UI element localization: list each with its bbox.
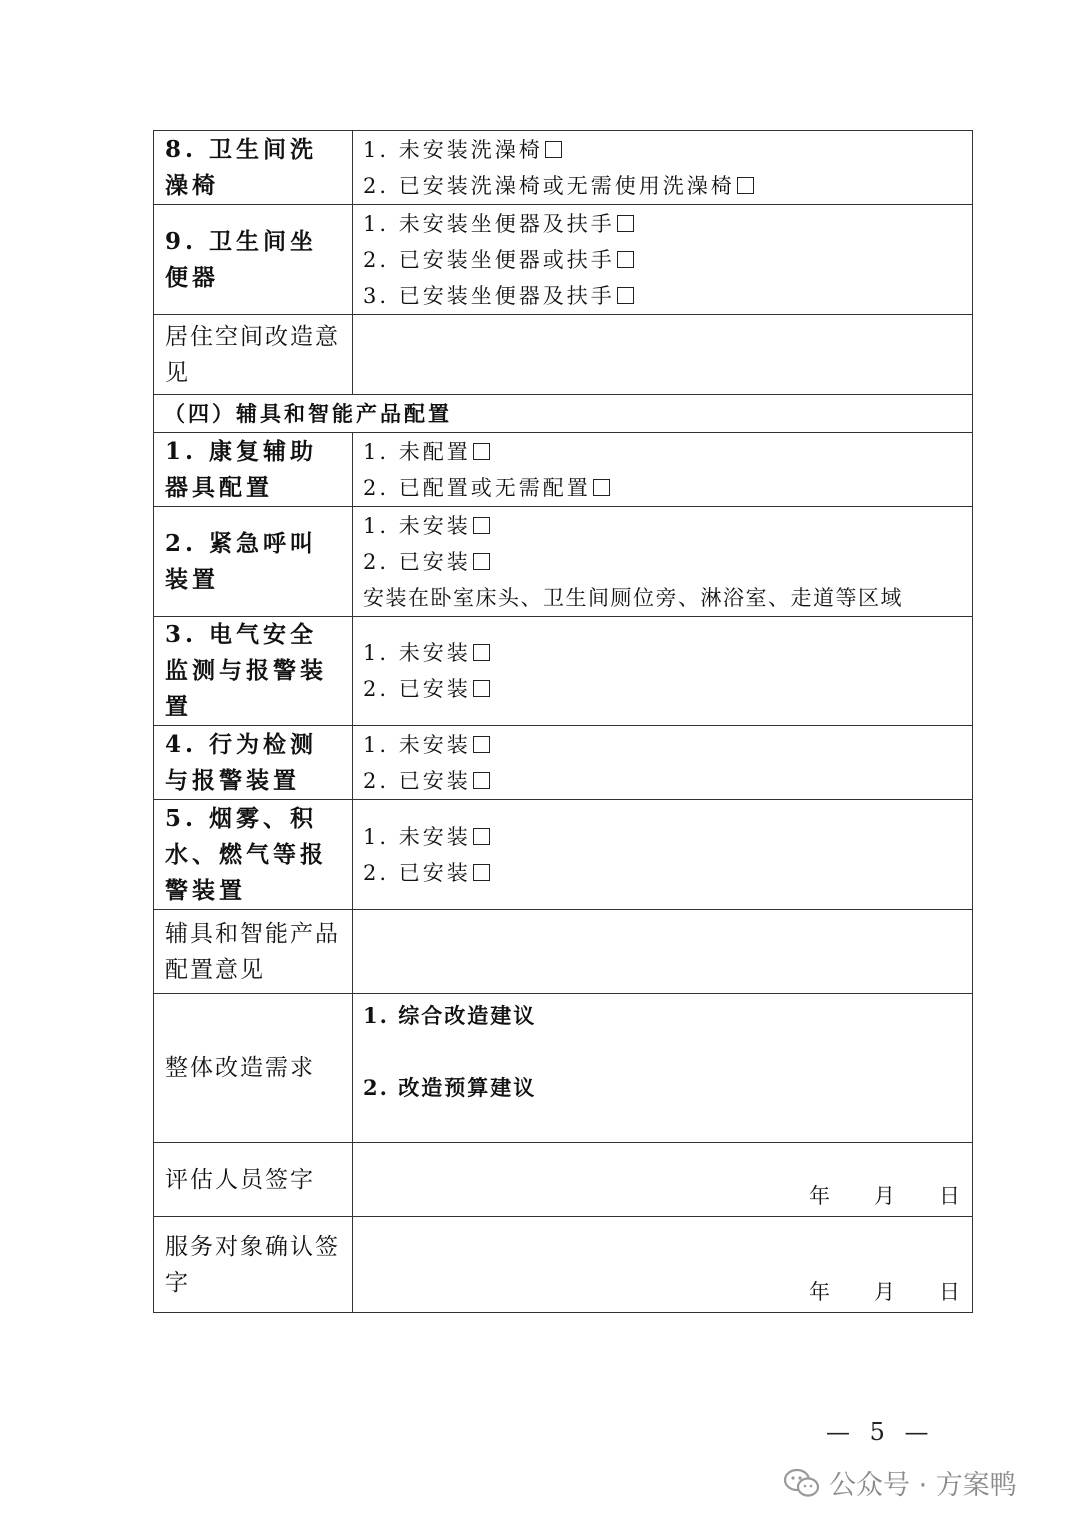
watermark-text: 公众号 · 方案鸭 (829, 1470, 1017, 1501)
checkbox[interactable] (617, 215, 634, 232)
table-row (154, 131, 973, 205)
row-options: 1. 未安装 2. 已安装 (353, 800, 973, 910)
watermark (783, 1463, 1017, 1502)
assessment-form-table (153, 130, 973, 1313)
suggestion-item: 1. 综合改造建议 (363, 1003, 537, 1028)
row-label: 辅具和智能产品配置意见 (154, 910, 353, 994)
checkbox[interactable] (473, 772, 490, 789)
checkbox[interactable] (473, 680, 490, 697)
row-label: 1. 康复辅助器具配置 (154, 433, 353, 507)
row-options: 1. 未配置 2. 已配置或无需配置 (353, 433, 973, 507)
option: 1. 未安装洗澡椅 (363, 132, 962, 168)
client-signature-field[interactable] (353, 1217, 973, 1313)
row-options: 1. 未安装 2. 已安装 (353, 617, 973, 726)
checkbox[interactable] (473, 828, 490, 845)
budget-item: 2. 改造预算建议 (363, 1075, 537, 1100)
row-label: 3. 电气安全监测与报警装置 (154, 617, 353, 726)
page-number: — 5 — (826, 1418, 935, 1446)
checkbox[interactable] (737, 177, 754, 194)
checkbox[interactable] (617, 287, 634, 304)
table-row (154, 205, 973, 315)
table-row (154, 910, 973, 994)
table-row (154, 617, 973, 726)
row-label: 2. 紧急呼叫装置 (154, 507, 353, 617)
checkbox[interactable] (473, 736, 490, 753)
table-row (154, 994, 973, 1143)
table-row (154, 433, 973, 507)
table-row (154, 507, 973, 617)
checkbox[interactable] (473, 553, 490, 570)
date-line: 年 月 日 (809, 1184, 960, 1208)
opinion-input[interactable] (353, 315, 973, 395)
checkbox[interactable] (545, 141, 562, 158)
row-label: 评估人员签字 (154, 1143, 353, 1217)
checkbox[interactable] (473, 517, 490, 534)
row-label: 服务对象确认签字 (154, 1217, 353, 1313)
table-row (154, 1217, 973, 1313)
row-label: 8. 卫生间洗澡椅 (154, 131, 353, 205)
row-label: 4. 行为检测与报警装置 (154, 726, 353, 800)
row-label: 9. 卫生间坐便器 (154, 205, 353, 315)
checkbox[interactable] (473, 864, 490, 881)
assessor-signature-field[interactable] (353, 1143, 973, 1217)
opinion-input[interactable] (353, 910, 973, 994)
date-line: 年 月 日 (809, 1280, 960, 1304)
row-options: 1. 未安装 2. 已安装 (353, 726, 973, 800)
table-row (154, 800, 973, 910)
install-note: 安装在卧室床头、卫生间厕位旁、淋浴室、走道等区域 (363, 585, 903, 610)
overall-input[interactable] (353, 994, 973, 1143)
checkbox[interactable] (473, 644, 490, 661)
row-options: 1. 未安装 2. 已安装 安装在卧室床头、卫生间厕位旁、淋浴室、走道等区域 (353, 507, 973, 617)
row-options (353, 131, 973, 205)
checkbox[interactable] (617, 251, 634, 268)
checkbox[interactable] (473, 443, 490, 460)
table-row (154, 1143, 973, 1217)
checkbox[interactable] (593, 479, 610, 496)
wechat-icon (783, 1467, 821, 1499)
option: 2. 已安装洗澡椅或无需使用洗澡椅 (363, 168, 962, 204)
row-label: 居住空间改造意见 (154, 315, 353, 395)
row-label: 5. 烟雾、积水、燃气等报警装置 (154, 800, 353, 910)
section-header-row (154, 395, 973, 433)
section-title: （四）辅具和智能产品配置 (154, 395, 973, 433)
table-row (154, 315, 973, 395)
row-options: 1. 未安装坐便器及扶手 2. 已安装坐便器或扶手 3. 已安装坐便器及扶手 (353, 205, 973, 315)
table-row (154, 726, 973, 800)
row-label: 整体改造需求 (154, 994, 353, 1143)
